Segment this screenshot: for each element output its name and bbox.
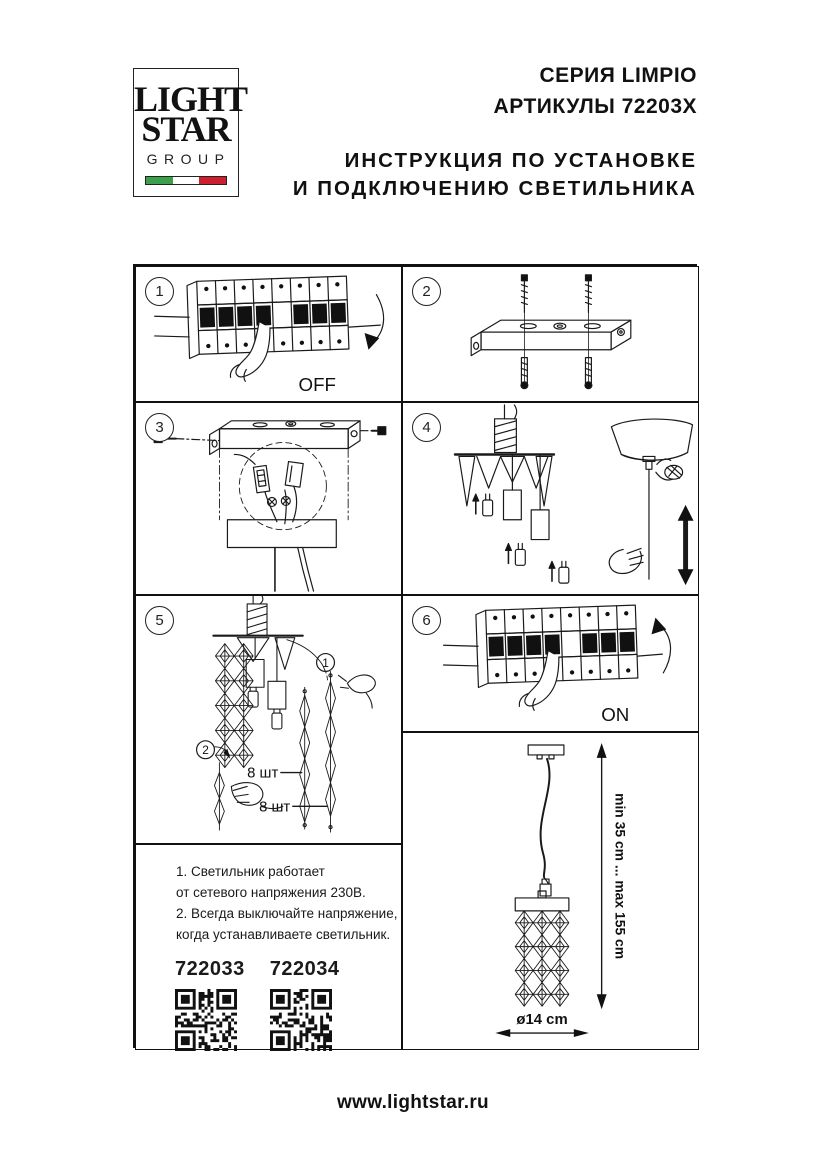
pointing-hand [236,322,270,377]
step-number-3: 3 [145,413,174,442]
step-number-2: 2 [412,277,441,306]
marker-1-number: 1 [322,655,329,670]
suspension-cable [541,759,550,877]
hand-top-right [338,675,375,708]
step-panel-1 [135,266,402,402]
breaker-on-illustration [403,596,698,731]
arrow-down-curve [374,295,383,341]
instruction-title-line1: ИНСТРУКЦИЯ ПО УСТАНОВКЕ [344,149,697,172]
qr-code-722034 [270,989,332,1051]
step-number-4: 4 [412,413,441,442]
article-codes [175,958,401,1051]
flag-red [199,177,226,184]
ceiling-bracket [210,421,360,455]
instruction-grid [133,264,697,1048]
marker-2-number: 2 [202,743,209,758]
crystal-strip-right-2 [326,671,336,832]
logo-word-group: GROUP [146,151,231,167]
step-number-5: 5 [145,606,174,635]
instruction-title-line2: И ПОДКЛЮЧЕНИЮ СВЕТИЛЬНИКА [292,177,697,200]
off-label: OFF [298,374,336,396]
pendant-top [515,891,569,911]
pendant-dimensions-illustration [403,733,698,1049]
note-line-3: 2. Всегда выключайте напряжение, [176,906,398,921]
frame-top [213,596,302,669]
wiring-illustration [136,403,401,594]
note-line-2: от сетевого напряжения 230В. [176,885,366,900]
ceiling-plate [528,745,564,759]
step-number-1: 1 [145,277,174,306]
article-722033 [175,958,245,1051]
step-panel-4 [402,402,699,595]
diameter-label: ø14 cm [516,1012,568,1029]
adjusting-hand-bottom [609,548,643,573]
qty-label-top: 8 шт [247,765,279,782]
step-panel-6 [402,595,699,732]
step-panel-5 [135,595,402,844]
diameter-dimension [495,1029,588,1037]
flag-white [173,177,200,184]
footer-url: www.lightstar.ru [337,1092,489,1113]
italian-flag-stripe [145,176,227,185]
articles-title: АРТИКУЛЫ 72203X [493,95,697,118]
screw [521,275,591,312]
lightstar-logo [133,68,248,197]
arrow-up-curve [661,627,670,673]
up-down-arrow [678,505,694,585]
bracket [471,320,631,355]
adjusting-hand-top [656,459,683,480]
wall-anchor [521,358,592,389]
height-dimension [597,743,607,1009]
strip-assembly-illustration [136,596,401,843]
crystal-lattice [215,644,253,768]
qr-code-722033 [175,989,237,1051]
note-line-1: 1. Светильник работает [176,864,325,879]
step-number-6: 6 [412,606,441,635]
document-header [293,60,697,203]
lamp-frame [455,405,554,506]
flag-green [146,177,173,184]
breaker-off-illustration [136,267,401,401]
logo-word-light: LIGHT [134,79,248,119]
pointing-hand [525,651,559,706]
article-code: 722034 [269,958,340,980]
canopy-side [611,419,692,579]
article-722034 [270,958,340,1051]
step-panel-2 [402,266,699,402]
on-label: ON [601,704,630,726]
qty-label-bottom: 8 шт [259,799,291,816]
mounting-bracket-illustration [403,267,698,401]
series-title: СЕРИЯ LIMPIO [539,64,697,87]
dimensions-panel [402,732,699,1050]
detail-circle [239,443,326,530]
note-line-4: когда устанавливаете светильник. [176,927,391,942]
crystal-strip-left [214,763,224,830]
step-panel-3 [135,402,402,595]
pendant-lattice [515,911,569,1006]
canopy [227,520,336,548]
article-code: 722033 [175,958,245,980]
safety-notes [176,861,401,945]
notes-panel [135,844,402,1050]
crystal-strip-right-1 [300,687,310,829]
bulb-install-illustration [403,403,698,594]
height-range-label: min 35 cm ... max 155 cm [612,793,629,960]
logo-word-star: STAR [141,109,231,149]
